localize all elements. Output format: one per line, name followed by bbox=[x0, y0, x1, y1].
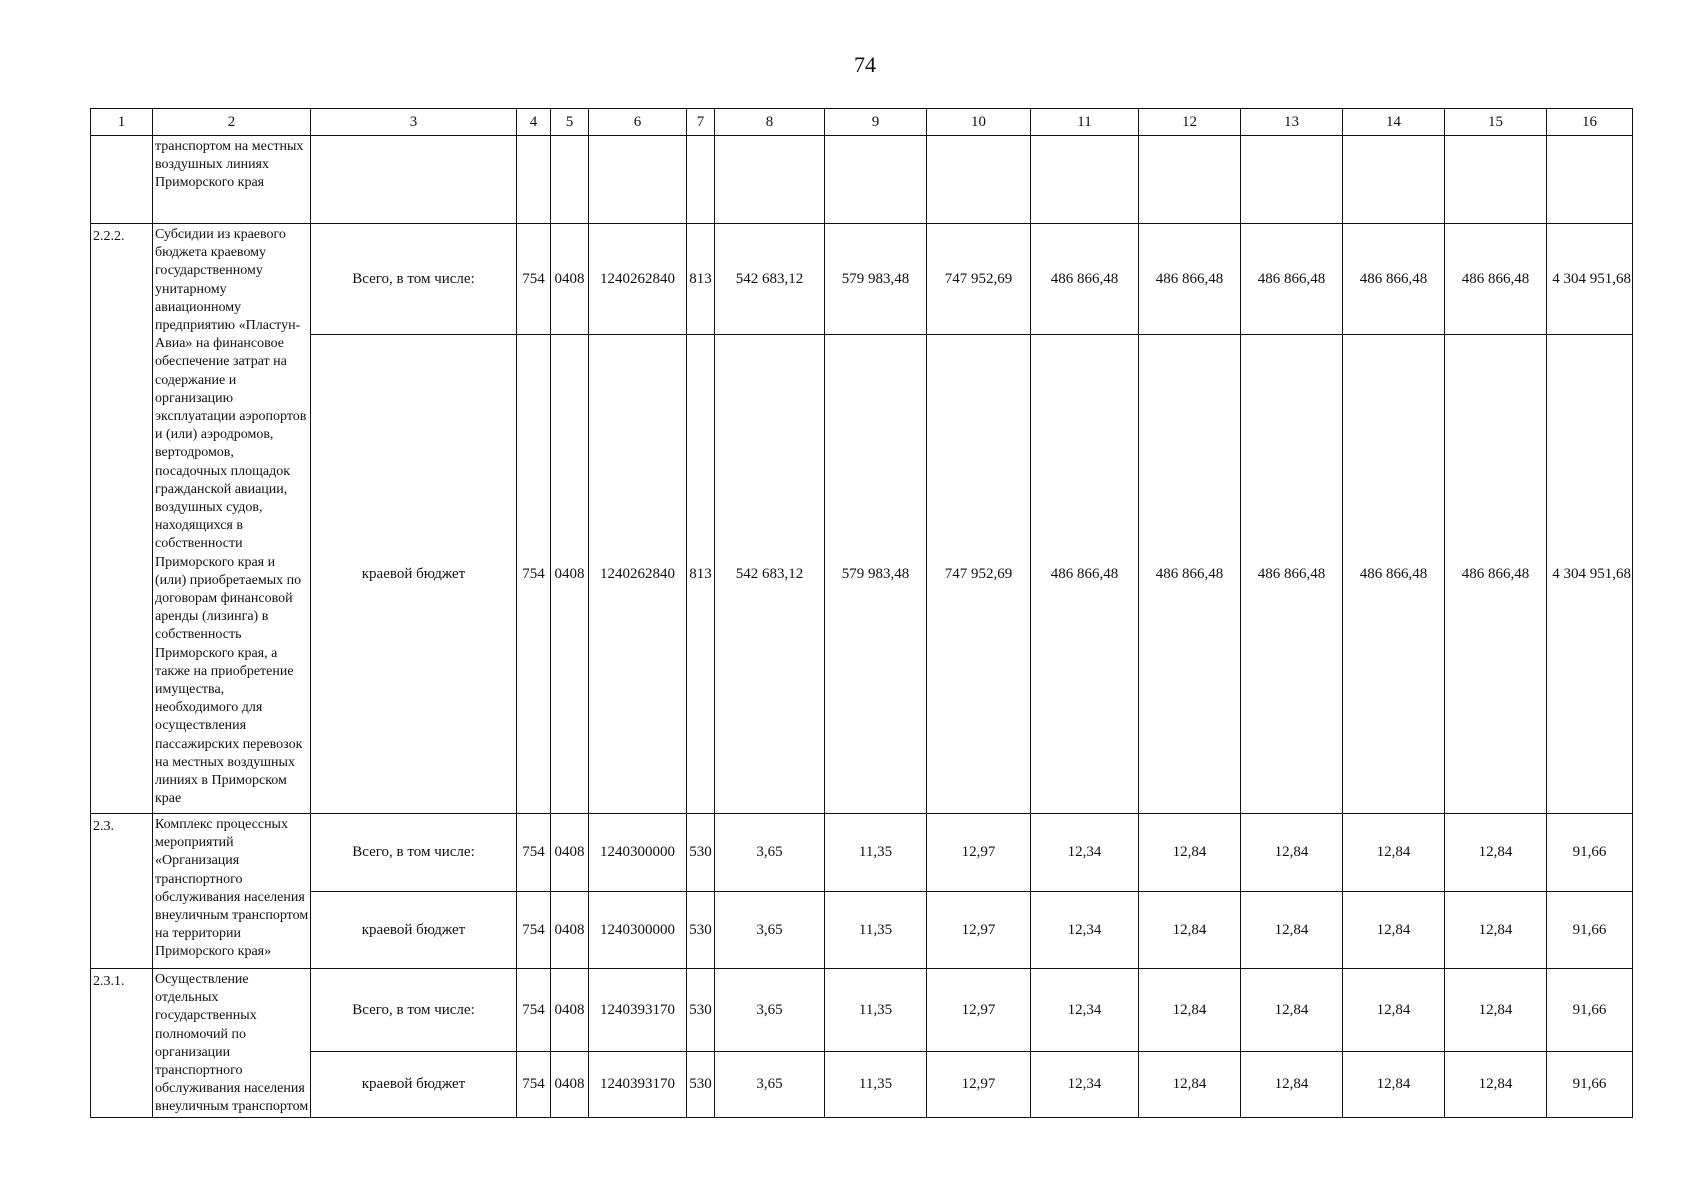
funding-source: Всего, в том числе: bbox=[311, 224, 517, 335]
value-cell: 12,84 bbox=[1343, 814, 1445, 892]
value-cell: 12,84 bbox=[1139, 1052, 1241, 1117]
value-cell: 486 866,48 bbox=[1241, 335, 1343, 814]
value-cell: 12,84 bbox=[1343, 1052, 1445, 1117]
code-cell: 754 bbox=[517, 969, 551, 1052]
code-cell: 754 bbox=[517, 1052, 551, 1117]
value-cell: 4 304 951,68 bbox=[1547, 224, 1633, 335]
value-cell: 12,84 bbox=[1343, 892, 1445, 969]
empty-cell bbox=[1445, 136, 1547, 224]
value-cell: 3,65 bbox=[715, 969, 825, 1052]
header-cell: 6 bbox=[589, 109, 687, 136]
value-cell: 486 866,48 bbox=[1031, 224, 1139, 335]
value-cell: 4 304 951,68 bbox=[1547, 335, 1633, 814]
header-cell: 5 bbox=[551, 109, 589, 136]
value-cell: 11,35 bbox=[825, 814, 927, 892]
row-number: 2.2.2. bbox=[91, 224, 153, 814]
value-cell: 12,34 bbox=[1031, 814, 1139, 892]
empty-cell bbox=[825, 136, 927, 224]
value-cell: 486 866,48 bbox=[1139, 335, 1241, 814]
row-number: 2.3. bbox=[91, 814, 153, 969]
value-cell: 12,97 bbox=[927, 1052, 1031, 1117]
header-cell: 13 bbox=[1241, 109, 1343, 136]
table-row bbox=[91, 814, 1633, 892]
code-cell: 1240262840 bbox=[589, 335, 687, 814]
value-cell: 11,35 bbox=[825, 1052, 927, 1117]
code-cell: 530 bbox=[687, 1052, 715, 1117]
value-cell: 12,84 bbox=[1445, 892, 1547, 969]
value-cell: 12,97 bbox=[927, 892, 1031, 969]
empty-cell bbox=[687, 136, 715, 224]
value-cell: 11,35 bbox=[825, 969, 927, 1052]
table-row bbox=[91, 892, 1633, 969]
budget-table bbox=[90, 108, 1633, 1118]
empty-cell bbox=[1139, 136, 1241, 224]
row-description: транспортом на местных воздушных линиях Приморского края bbox=[153, 136, 311, 224]
empty-cell bbox=[1343, 136, 1445, 224]
value-cell: 12,84 bbox=[1139, 969, 1241, 1052]
header-cell: 4 bbox=[517, 109, 551, 136]
table-row bbox=[91, 1052, 1633, 1117]
value-cell: 12,84 bbox=[1139, 814, 1241, 892]
value-cell: 12,84 bbox=[1241, 892, 1343, 969]
empty-cell bbox=[311, 136, 517, 224]
header-cell: 8 bbox=[715, 109, 825, 136]
header-row bbox=[91, 109, 1633, 136]
header-cell: 14 bbox=[1343, 109, 1445, 136]
code-cell: 754 bbox=[517, 892, 551, 969]
value-cell: 486 866,48 bbox=[1343, 224, 1445, 335]
code-cell: 754 bbox=[517, 814, 551, 892]
value-cell: 91,66 bbox=[1547, 1052, 1633, 1117]
row-description: Субсидии из краевого бюджета краевому государственному унитарному авиационному предприятию «Пластун-Авиа» на финансовое обеспечение затрат на содержание и организацию эксплуатации аэропортов и (или) аэродромов, вертодромов, посадочных площадок гражданской авиации, воздушных судов, находящихся в собственности Приморского края и (или) приобретаемых по договорам финансовой аренды (лизинга) в собственность Приморского края, а также на приобретение имущества, необходимого для осуществления пассажирских перевозок на местных воздушных линиях в Приморском крае bbox=[153, 224, 311, 814]
code-cell: 1240300000 bbox=[589, 892, 687, 969]
value-cell: 12,34 bbox=[1031, 1052, 1139, 1117]
value-cell: 12,84 bbox=[1343, 969, 1445, 1052]
funding-source: краевой бюджет bbox=[311, 335, 517, 814]
table-row bbox=[91, 335, 1633, 814]
code-cell: 1240393170 bbox=[589, 1052, 687, 1117]
value-cell: 12,84 bbox=[1241, 814, 1343, 892]
code-cell: 1240300000 bbox=[589, 814, 687, 892]
value-cell: 542 683,12 bbox=[715, 224, 825, 335]
value-cell: 12,84 bbox=[1445, 969, 1547, 1052]
value-cell: 12,97 bbox=[927, 969, 1031, 1052]
value-cell: 12,34 bbox=[1031, 892, 1139, 969]
header-cell: 16 bbox=[1547, 109, 1633, 136]
code-cell: 1240262840 bbox=[589, 224, 687, 335]
row-number bbox=[91, 136, 153, 224]
value-cell: 747 952,69 bbox=[927, 224, 1031, 335]
empty-cell bbox=[715, 136, 825, 224]
funding-source: краевой бюджет bbox=[311, 892, 517, 969]
code-cell: 530 bbox=[687, 814, 715, 892]
header-cell: 9 bbox=[825, 109, 927, 136]
header-cell: 3 bbox=[311, 109, 517, 136]
value-cell: 91,66 bbox=[1547, 814, 1633, 892]
code-cell: 0408 bbox=[551, 969, 589, 1052]
code-cell: 530 bbox=[687, 969, 715, 1052]
header-cell: 10 bbox=[927, 109, 1031, 136]
value-cell: 11,35 bbox=[825, 892, 927, 969]
value-cell: 542 683,12 bbox=[715, 335, 825, 814]
value-cell: 12,84 bbox=[1241, 1052, 1343, 1117]
header-cell: 12 bbox=[1139, 109, 1241, 136]
code-cell: 1240393170 bbox=[589, 969, 687, 1052]
value-cell: 12,84 bbox=[1445, 814, 1547, 892]
table-row bbox=[91, 224, 1633, 335]
code-cell: 813 bbox=[687, 224, 715, 335]
empty-cell bbox=[1241, 136, 1343, 224]
code-cell: 813 bbox=[687, 335, 715, 814]
value-cell: 12,84 bbox=[1445, 1052, 1547, 1117]
code-cell: 0408 bbox=[551, 224, 589, 335]
code-cell: 754 bbox=[517, 224, 551, 335]
header-cell: 15 bbox=[1445, 109, 1547, 136]
funding-source: Всего, в том числе: bbox=[311, 969, 517, 1052]
code-cell: 0408 bbox=[551, 335, 589, 814]
table-row bbox=[91, 136, 1633, 224]
value-cell: 486 866,48 bbox=[1343, 335, 1445, 814]
value-cell: 486 866,48 bbox=[1445, 335, 1547, 814]
value-cell: 486 866,48 bbox=[1241, 224, 1343, 335]
code-cell: 754 bbox=[517, 335, 551, 814]
value-cell: 486 866,48 bbox=[1031, 335, 1139, 814]
value-cell: 579 983,48 bbox=[825, 224, 927, 335]
value-cell: 3,65 bbox=[715, 814, 825, 892]
empty-cell bbox=[1031, 136, 1139, 224]
code-cell: 0408 bbox=[551, 814, 589, 892]
value-cell: 579 983,48 bbox=[825, 335, 927, 814]
value-cell: 12,34 bbox=[1031, 969, 1139, 1052]
row-description: Комплекс процессных мероприятий «Организация транспортного обслуживания населения внеуличным транспортом на территории Приморского края» bbox=[153, 814, 311, 969]
value-cell: 91,66 bbox=[1547, 892, 1633, 969]
value-cell: 12,84 bbox=[1139, 892, 1241, 969]
header-cell: 11 bbox=[1031, 109, 1139, 136]
code-cell: 0408 bbox=[551, 892, 589, 969]
header-cell: 7 bbox=[687, 109, 715, 136]
value-cell: 3,65 bbox=[715, 892, 825, 969]
empty-cell bbox=[927, 136, 1031, 224]
value-cell: 486 866,48 bbox=[1139, 224, 1241, 335]
header-cell: 2 bbox=[153, 109, 311, 136]
header-cell: 1 bbox=[91, 109, 153, 136]
code-cell: 0408 bbox=[551, 1052, 589, 1117]
table-row bbox=[91, 969, 1633, 1052]
value-cell: 486 866,48 bbox=[1445, 224, 1547, 335]
value-cell: 747 952,69 bbox=[927, 335, 1031, 814]
empty-cell bbox=[551, 136, 589, 224]
value-cell: 12,97 bbox=[927, 814, 1031, 892]
value-cell: 12,84 bbox=[1241, 969, 1343, 1052]
empty-cell bbox=[589, 136, 687, 224]
page-number: 74 bbox=[854, 52, 876, 77]
funding-source: Всего, в том числе: bbox=[311, 814, 517, 892]
value-cell: 3,65 bbox=[715, 1052, 825, 1117]
empty-cell bbox=[1547, 136, 1633, 224]
funding-source: краевой бюджет bbox=[311, 1052, 517, 1117]
row-description: Осуществление отдельных государственных полномочий по организации транспортного обслуживания населения внеуличным транспортом bbox=[153, 969, 311, 1118]
empty-cell bbox=[517, 136, 551, 224]
code-cell: 530 bbox=[687, 892, 715, 969]
value-cell: 91,66 bbox=[1547, 969, 1633, 1052]
row-number: 2.3.1. bbox=[91, 969, 153, 1118]
